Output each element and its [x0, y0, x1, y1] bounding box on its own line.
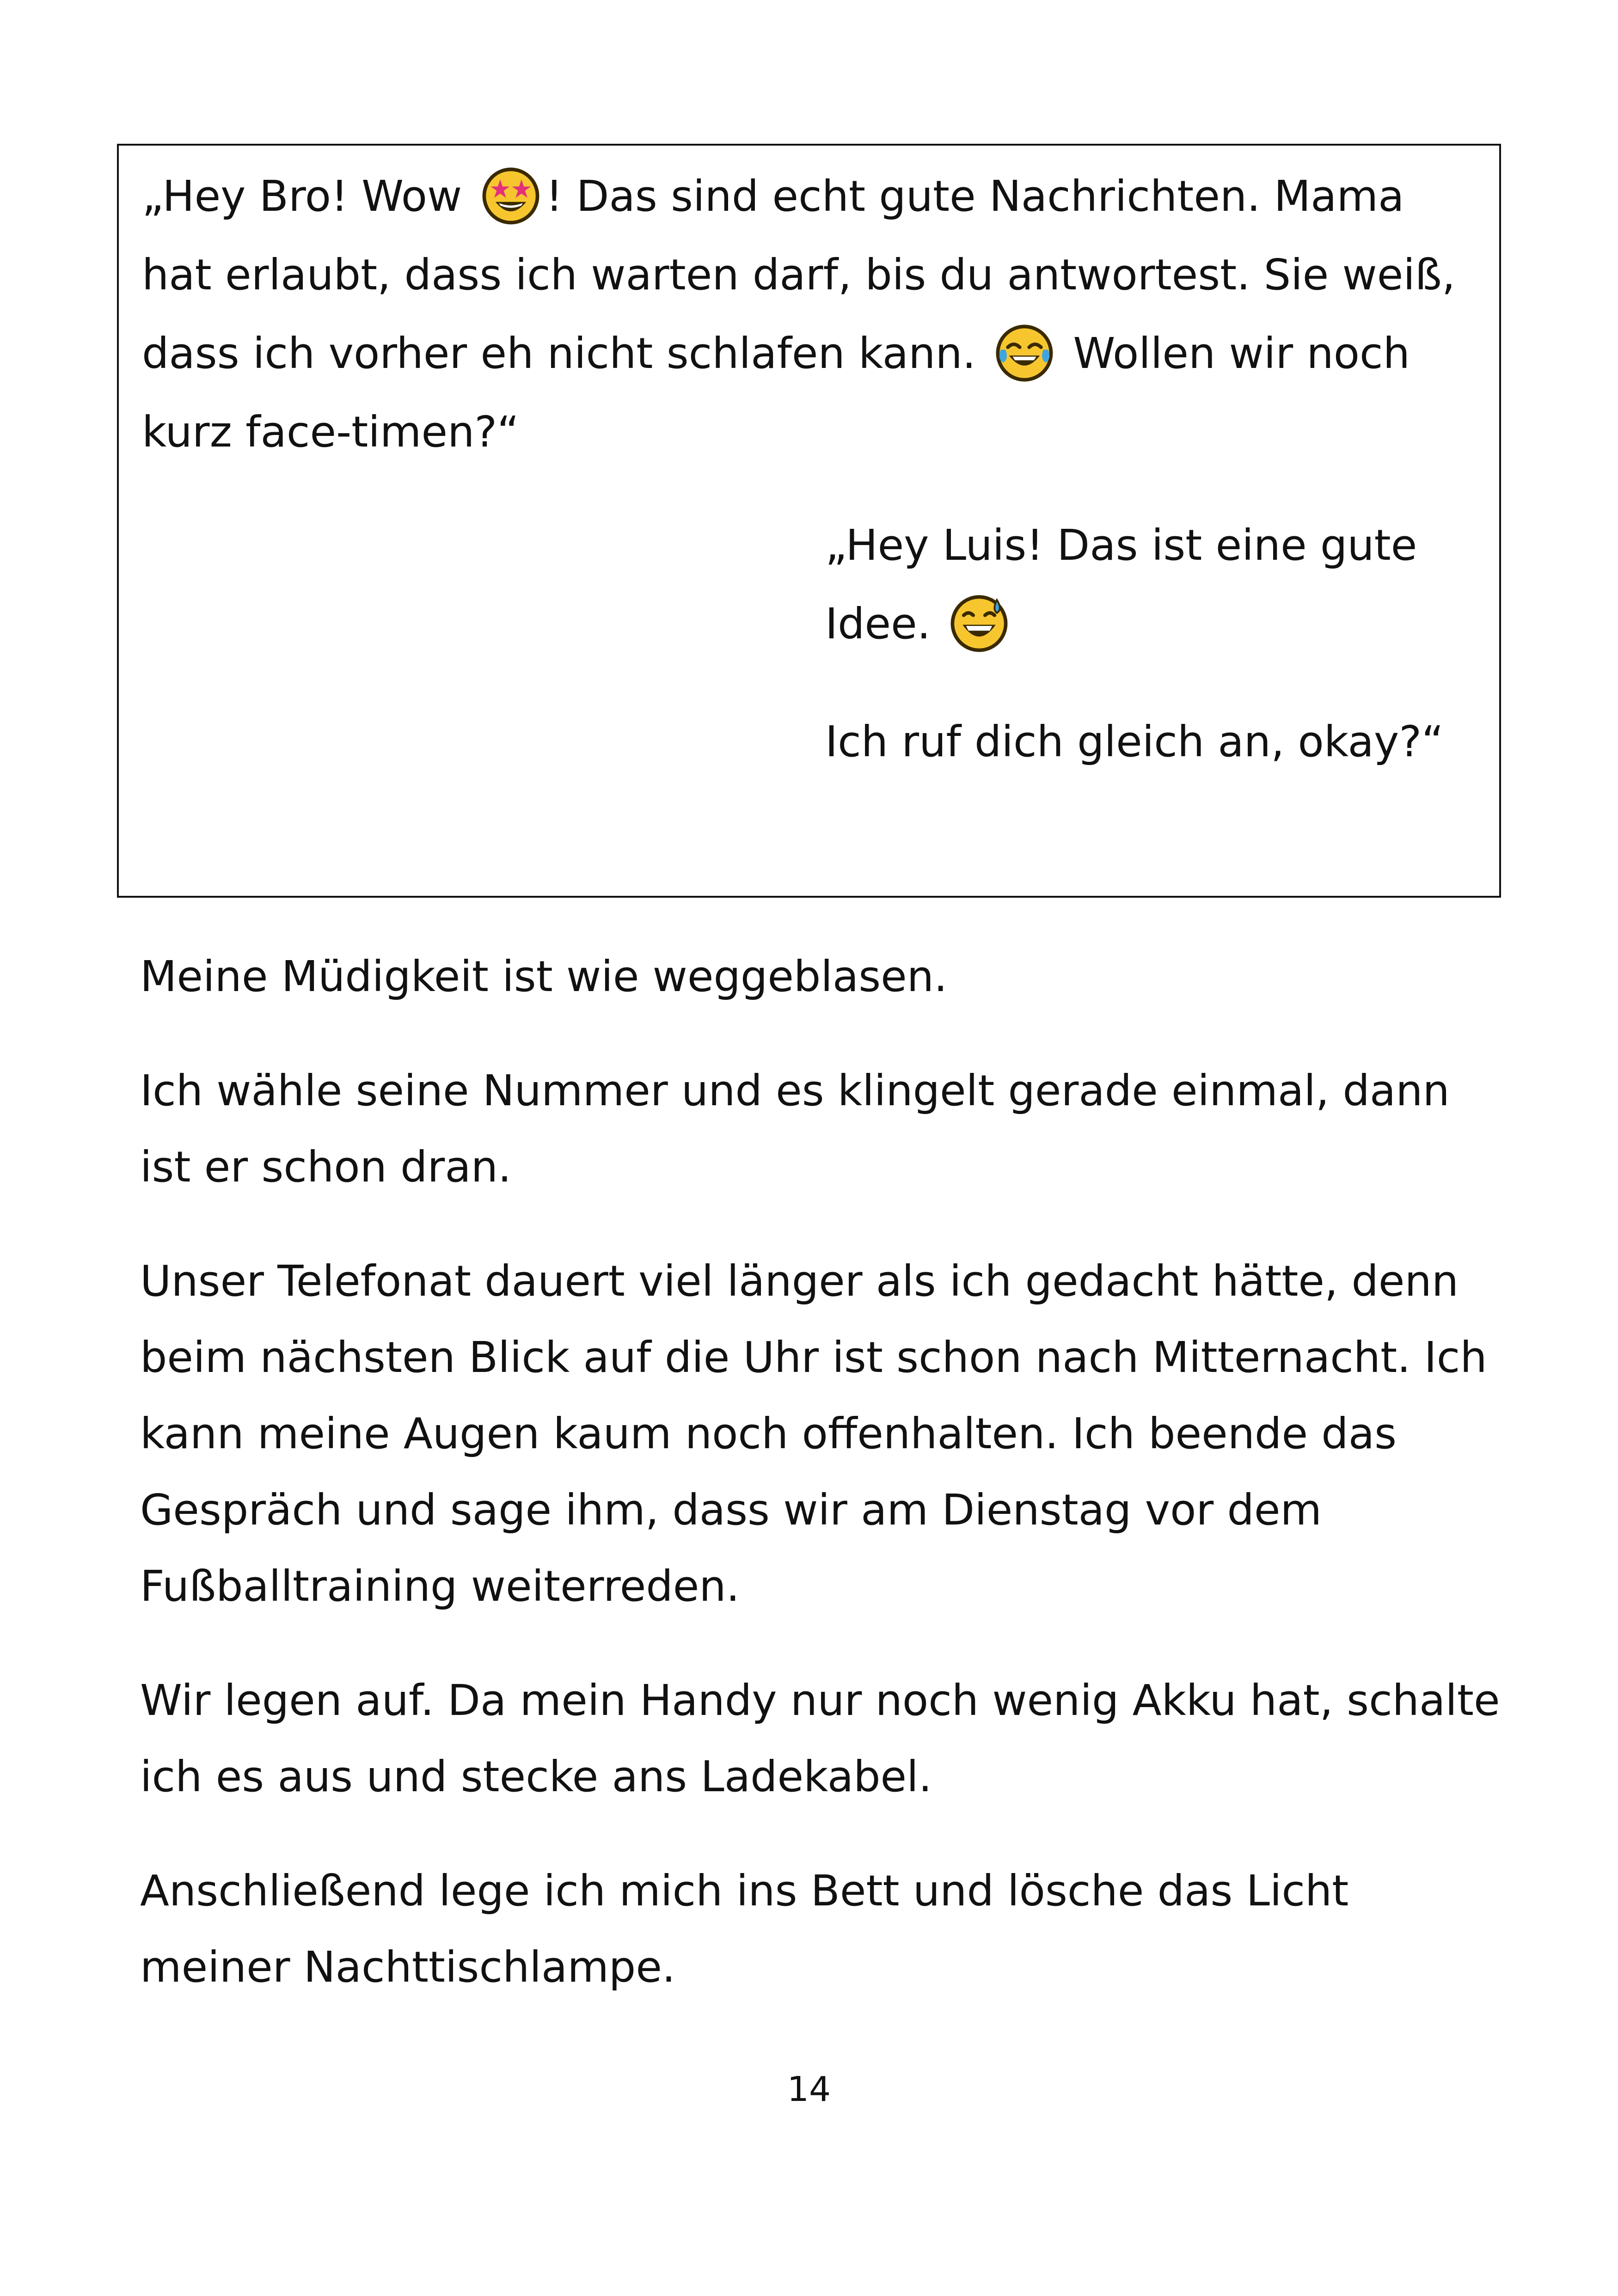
chat-message-text: ! Das sind echt gute Nachrichten. Mama hat erlaubt, dass ich warten darf, bis du antwortest. Sie weiß, dass ich vorher eh nicht schlafen kann.	[142, 171, 1456, 378]
chat-message-line: Ich ruf dich gleich an, okay?“	[825, 717, 1444, 766]
chat-message-line: „Hey Luis! Das ist eine gute	[825, 520, 1417, 570]
chat-message-incoming	[142, 157, 1473, 471]
story-text	[140, 938, 1504, 2043]
chat-box	[117, 144, 1501, 898]
chat-message-text: „Hey Bro! Wow	[142, 171, 476, 221]
story-paragraph: Meine Müdigkeit ist wie weggeblasen.	[140, 952, 948, 1001]
grinning-sweat-emoji-icon	[950, 594, 1009, 653]
star-struck-emoji-icon	[481, 166, 540, 226]
story-paragraph: Wir legen auf. Da mein Handy nur noch wenig Akku hat, schalte ich es aus und stecke ans Ladekabel.	[140, 1676, 1500, 1801]
story-paragraph: Anschließend lege ich mich ins Bett und lösche das Licht meiner Nachttischlampe.	[140, 1866, 1349, 1992]
chat-message-gap	[825, 663, 1482, 703]
chat-message-line-with-emoji	[825, 585, 1482, 663]
chat-message-outgoing	[825, 506, 1482, 781]
chat-message-text: Idee.	[825, 599, 944, 649]
tears-of-joy-emoji-icon	[995, 324, 1054, 383]
chat-message-text: Wollen wir noch kurz face-timen?“	[142, 329, 1410, 457]
story-paragraph: Ich wähle seine Nummer und es klingelt gerade einmal, dann ist er schon dran.	[140, 1066, 1450, 1192]
story-paragraph: Unser Telefonat dauert viel länger als ich gedacht hätte, denn beim nächsten Blick auf die Uhr ist schon nach Mitternacht. Ich kann meine Augen kaum noch offenhalten. Ich beende das Gespräch und sage ihm, dass wir am Dienstag vor dem Fußballtraining weiterreden.	[140, 1256, 1487, 1611]
page-number: 14	[787, 2069, 831, 2109]
